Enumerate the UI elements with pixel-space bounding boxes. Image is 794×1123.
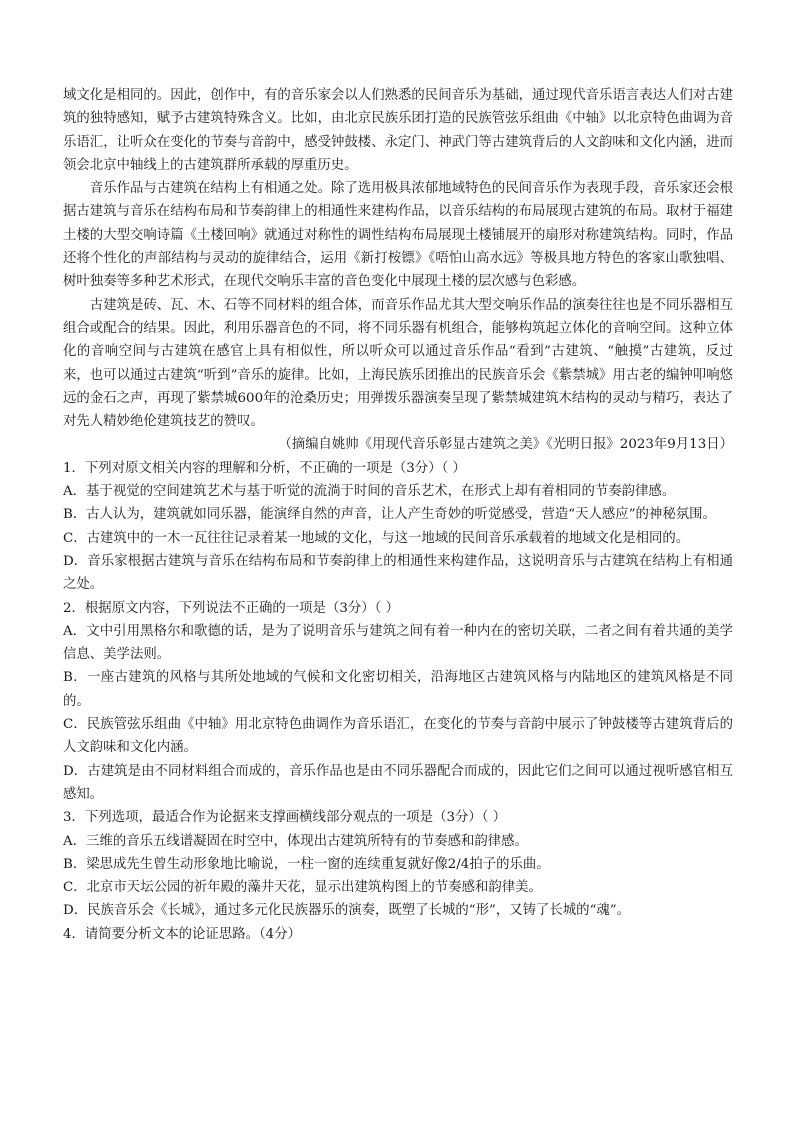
option-a: A．文中引用黑格尔和歌德的话，是为了说明音乐与建筑之间有着一种内在的密切关联，二者之间有着共通的美学信息、美学法则。 [63, 623, 733, 663]
option-a: A．基于视觉的空间建筑艺术与基于听觉的流淌于时间的音乐艺术，在形式上却有着相同的节奏韵律感。 [63, 484, 676, 500]
passage-source: （摘编自姚帅《用现代音乐彰显古建筑之美》《光明日报》2023年9月13日） [278, 437, 733, 453]
question-stem: 3．下列选项，最适合作为论据来支撑画横线部分观点的一项是（3分）（ ） [63, 810, 507, 826]
passage-paragraph-3: 古建筑是砖、瓦、木、石等不同材料的组合体，而音乐作品尤其大型交响乐作品的演奏往往也是不同乐器相互组合或配合的结果。因此，利用乐器音色的不同，将不同乐器有机组合，能够构筑起立体化的音响空间。这种立体化的音响空间与古建筑在感官上具有相似性，所以听众可以通过音乐作品“看到”古建筑、“触摸”古建筑，反过来，也可以通过古建筑“听到”音乐的旋律。比如，上海民族乐团推出的民族音乐会《紫禁城》用古老的编钟叩响悠远的金石之声，再现了紫禁城600年的沧桑历史；用弹拨乐器演奏呈现了紫禁城建筑木结构的灵动与精巧，表达了对先人精妙绝伦建筑技艺的赞叹。 [63, 297, 733, 430]
question-3 [63, 806, 733, 922]
option-d: D．民族音乐会《长城》，通过多元化民族器乐的演奏，既塑了长城的“形”，又铸了长城的“魂”。 [63, 903, 631, 919]
passage-paragraph-2: 音乐作品与古建筑在结构上有相通之处。除了选用极具浓郁地域特色的民间音乐作为表现手段，音乐家还会根据古建筑与音乐在结构布局和节奏韵律上的相通性来建构作品，以音乐结构的布局展现古建筑的布局。取材于福建土楼的大型交响诗篇《土楼回响》就通过对称性的调性结构布局展现土楼铺展开的扇形对称建筑结构。同时，作品还将个性化的声部结构与灵动的旋律结合，运用《新打桉镖》《唔怕山高水远》等极具地方特色的客家山歌独唱、树叶独奏等多种艺术形式，在现代交响乐丰富的音色变化中展现土楼的层次感与色彩感。 [63, 181, 733, 290]
option-d: D．音乐家根据古建筑与音乐在结构布局和节奏韵律上的相通性来构建作品，这说明音乐与古建筑在结构上有相通之处。 [63, 553, 733, 593]
question-stem: 2．根据原文内容，下列说法不正确的一项是（3分）（ ） [63, 600, 399, 616]
option-b: B．古人认为，建筑就如同乐器，能演绎自然的声音，让人产生奇妙的听觉感受，营造“天人感应”的神秘氛围。 [63, 507, 716, 523]
option-a: A．三维的音乐五线谱凝固在时空中，体现出古建筑所特有的节奏感和韵律感。 [63, 833, 528, 849]
option-b: B．一座古建筑的风格与其所处地域的气候和文化密切相关，沿海地区古建筑风格与内陆地区的建筑风格是不同的。 [63, 670, 733, 709]
option-d: D．古建筑是由不同材料组合而成的，音乐作品也是由不同乐器配合而成的，因此它们之间可以通过视听感官相互感知。 [63, 763, 733, 802]
question-stem: 1．下列对原文相关内容的理解和分析，不正确的一项是（3分）（ ） [63, 460, 466, 476]
question-4 [63, 923, 733, 946]
question-stem: 4．请简要分析文本的论证思路。（4分） [63, 926, 301, 942]
question-2 [63, 597, 733, 807]
question-1 [63, 457, 733, 597]
option-c: C．北京市天坛公园的祈年殿的藻井天花，显示出建筑构图上的节奏感和韵律美。 [63, 880, 542, 896]
document-page [63, 84, 733, 946]
option-b: B．梁思成先生曾生动形象地比喻说，一柱一窗的连续重复就好像2/4拍子的乐曲。 [63, 856, 550, 872]
passage [63, 84, 733, 457]
option-c: C．古建筑中的一木一瓦往往记录着某一地域的文化，与这一地域的民间音乐承载着的地域文化是相同的。 [63, 530, 690, 546]
passage-paragraph-1: 域文化是相同的。因此，创作中，有的音乐家会以人们熟悉的民间音乐为基础，通过现代音乐语言表达人们对古建筑的独特感知，赋予古建筑特殊含义。比如，由北京民族乐团打造的民族管弦乐组曲《中轴》以北京特色曲调为音乐语汇，让听众在变化的节奏与音韵中，感受钟鼓楼、永定门、神武门等古建筑背后的人文韵味和文化内涵，进而领会北京中轴线上的古建筑群所承载的厚重历史。 [63, 88, 733, 173]
option-c: C．民族管弦乐组曲《中轴》用北京特色曲调作为音乐语汇，在变化的节奏与音韵中展示了钟鼓楼等古建筑背后的人文韵味和文化内涵。 [63, 717, 733, 756]
